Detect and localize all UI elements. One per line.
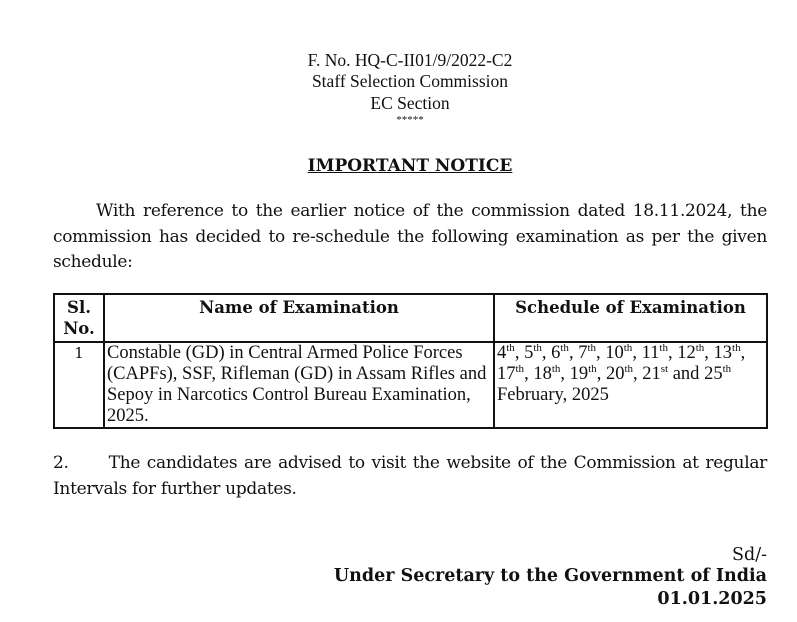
cell-schedule xyxy=(494,342,767,428)
schedule-date: 17 xyxy=(497,364,516,384)
header-exam-name: Name of Examination xyxy=(104,294,494,342)
date-suffix: th xyxy=(624,362,633,375)
file-number: F. No. HQ-C-II01/9/2022-C2 xyxy=(307,50,513,70)
schedule-date: 7 xyxy=(578,343,588,363)
date-separator: , xyxy=(740,343,750,363)
date-separator: , xyxy=(541,343,552,363)
date-suffix: th xyxy=(533,341,542,354)
cell-exam-name: Constable (GD) in Central Armed Police Forces (CAPFs), SSF, Rifleman (GD) in Assam Rifles and Sepoy in Narcotics Control Bureau Examination, 2025. xyxy=(104,342,494,428)
schedule-date: 10 xyxy=(605,343,624,363)
signatory-designation: Under Secretary to the Government of India xyxy=(333,566,767,586)
date-separator: , xyxy=(568,343,579,363)
date-suffix: th xyxy=(695,341,705,354)
signature-sd: Sd/- xyxy=(732,545,767,565)
date-separator: , xyxy=(633,364,643,384)
date-suffix: th xyxy=(560,341,569,354)
notice-title: IMPORTANT NOTICE xyxy=(307,156,513,176)
date-separator: and xyxy=(668,364,705,384)
schedule-date: 13 xyxy=(713,343,733,363)
date-separator: , xyxy=(667,343,678,363)
date-suffix: th xyxy=(506,341,515,354)
schedule-date: 12 xyxy=(677,343,696,363)
date-suffix: th xyxy=(659,341,668,354)
schedule-date: 6 xyxy=(551,343,561,363)
schedule-date: 11 xyxy=(641,343,660,363)
separator: ***** xyxy=(396,114,424,126)
date-separator: , xyxy=(596,364,606,384)
date-separator: , xyxy=(560,364,570,384)
date-separator: , xyxy=(632,343,642,363)
schedule-date: 18 xyxy=(533,364,552,384)
table-row xyxy=(54,342,767,428)
organization-name: Staff Selection Commission xyxy=(311,71,509,91)
schedule-date: 21 xyxy=(642,364,661,384)
table-header-row xyxy=(54,294,767,342)
cell-sl-no: 1 xyxy=(54,342,104,428)
notice-date: 01.01.2025 xyxy=(657,589,767,609)
schedule-table xyxy=(53,293,768,429)
schedule-date: 5 xyxy=(524,343,534,363)
date-suffix: th xyxy=(587,341,596,354)
date-suffix: th xyxy=(722,362,732,375)
date-suffix: th xyxy=(515,362,525,375)
date-separator: , xyxy=(524,364,534,384)
schedule-date: 25 xyxy=(704,364,723,384)
date-suffix: th xyxy=(732,341,741,354)
date-separator: February, 2025 xyxy=(497,364,736,405)
header-sl-no: Sl. No. xyxy=(54,294,104,342)
date-separator: , xyxy=(704,343,714,363)
schedule-date: 4 xyxy=(497,343,507,363)
schedule-date: 19 xyxy=(569,364,589,384)
header-schedule: Schedule of Examination xyxy=(494,294,767,342)
paragraph-2: 2. The candidates are advised to visit the website of the Commission at regular Intervals for further updates. xyxy=(53,453,773,499)
date-separator: , xyxy=(514,343,525,363)
date-suffix: st xyxy=(660,362,669,375)
date-suffix: th xyxy=(588,362,597,375)
schedule-date: 20 xyxy=(605,364,625,384)
paragraph-1: With reference to the earlier notice of the commission dated 18.11.2024, the commission has decided to re-schedule the following examination as per the given schedule: xyxy=(53,201,767,272)
date-separator: , xyxy=(596,343,606,363)
section-name: EC Section xyxy=(370,93,450,113)
date-suffix: th xyxy=(551,362,561,375)
date-suffix: th xyxy=(623,341,633,354)
